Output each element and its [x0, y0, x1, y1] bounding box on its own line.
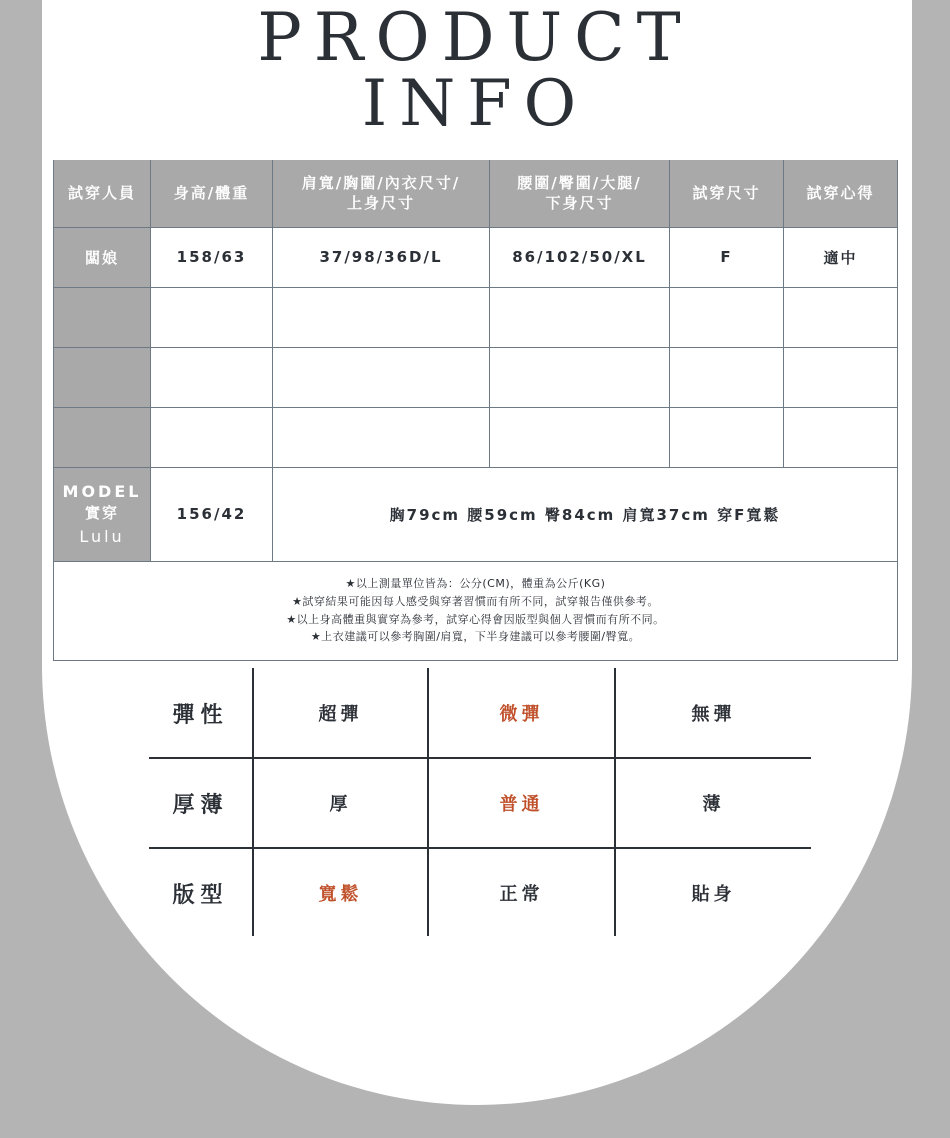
attribute-option: 超彈	[318, 704, 363, 725]
attribute-row-elasticity	[149, 668, 811, 758]
fabric-attributes-grid	[149, 668, 811, 936]
model-label-zh: 實穿	[84, 504, 119, 523]
header-size: 試穿尺寸	[670, 160, 784, 227]
cell-lower-body	[490, 287, 670, 347]
notes-row	[54, 561, 898, 660]
tester-name	[54, 347, 151, 407]
attribute-option: 無彈	[691, 704, 736, 725]
model-name: Lulu	[79, 526, 125, 546]
cell-height-weight: 158/63	[151, 227, 273, 287]
note-line: ★以上身高體重與實穿為參考，試穿心得會因版型與個人習慣而有所不同。	[286, 612, 665, 626]
cell-height-weight	[151, 287, 273, 347]
cell-review: 適中	[784, 227, 898, 287]
cell-size	[670, 287, 784, 347]
model-measurements: 胸79cm 腰59cm 臀84cm 肩寬37cm 穿F寬鬆	[273, 467, 898, 561]
title-product: PRODUCT	[257, 0, 693, 76]
cell-review	[784, 287, 898, 347]
attribute-row-thickness	[149, 758, 811, 848]
cell-upper-body	[273, 287, 490, 347]
cell-review	[784, 407, 898, 467]
table-row	[54, 287, 898, 347]
tester-name: 闆娘	[54, 227, 151, 287]
fit-notes	[54, 561, 898, 660]
table-row	[54, 407, 898, 467]
cell-upper-body: 37/98/36D/L	[273, 227, 490, 287]
attribute-option: 厚	[329, 794, 352, 815]
fit-table-header	[54, 160, 898, 227]
attribute-option: 正常	[499, 884, 544, 905]
tester-name	[54, 287, 151, 347]
cell-lower-body: 86/102/50/XL	[490, 227, 670, 287]
header-tester: 試穿人員	[54, 160, 151, 227]
cell-size	[670, 407, 784, 467]
attribute-option: 普通	[499, 794, 544, 815]
header-lower-body: 腰圍/臀圍/大腿/ 下身尺寸	[490, 160, 670, 227]
model-label	[54, 467, 151, 561]
model-height-weight: 156/42	[151, 467, 273, 561]
attribute-option: 微彈	[499, 704, 544, 725]
title-info: INFO	[361, 67, 589, 141]
attribute-label: 厚薄	[172, 792, 229, 818]
note-line: ★試穿結果可能因每人感受與穿著習慣而有所不同，試穿報告僅供參考。	[292, 594, 659, 608]
cell-lower-body	[490, 407, 670, 467]
attribute-option: 寬鬆	[318, 884, 363, 905]
model-label-en: MODEL	[62, 481, 142, 501]
attribute-label: 版型	[172, 882, 229, 908]
note-line: ★上衣建議可以參考胸圍/肩寬，下半身建議可以參考腰圍/臀寬。	[310, 630, 641, 644]
attribute-option: 貼身	[691, 884, 736, 905]
cell-height-weight	[151, 347, 273, 407]
cell-upper-body	[273, 347, 490, 407]
attribute-option: 薄	[702, 794, 725, 815]
cell-size	[670, 347, 784, 407]
header-review: 試穿心得	[784, 160, 898, 227]
header-height-weight: 身高/體重	[151, 160, 273, 227]
cell-upper-body	[273, 407, 490, 467]
attribute-label: 彈性	[172, 702, 229, 728]
note-line: ★以上測量單位皆為：公分(CM)，體重為公斤(KG)	[345, 577, 606, 591]
fit-report-table	[53, 160, 898, 661]
model-row	[54, 467, 898, 561]
cell-size: F	[670, 227, 784, 287]
tester-name	[54, 407, 151, 467]
header-upper-body: 肩寬/胸圍/內衣尺寸/ 上身尺寸	[273, 160, 490, 227]
table-row	[54, 227, 898, 287]
table-row	[54, 347, 898, 407]
attribute-row-fit	[149, 848, 811, 938]
cell-lower-body	[490, 347, 670, 407]
cell-review	[784, 347, 898, 407]
cell-height-weight	[151, 407, 273, 467]
